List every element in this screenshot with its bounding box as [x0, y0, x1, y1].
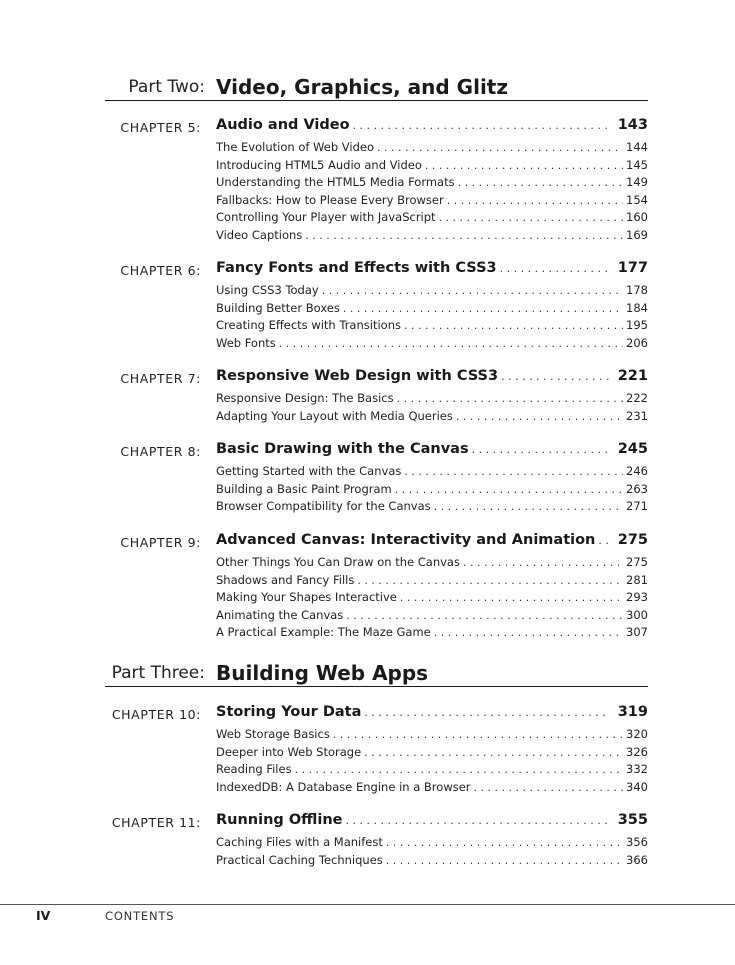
part-title: Video, Graphics, and Glitz [216, 75, 509, 99]
chapter-page: 275 [617, 532, 648, 548]
entry-title: Adapting Your Layout with Media Queries [216, 408, 453, 423]
toc-entry[interactable] [216, 391, 648, 408]
dot-leader [295, 763, 623, 776]
entry-page: 275 [626, 555, 648, 569]
entry-page: 154 [626, 192, 648, 207]
toc-entry[interactable] [216, 283, 648, 300]
dot-leader [397, 392, 623, 405]
footer-divider [0, 904, 735, 905]
chapter-page: 221 [617, 368, 648, 384]
toc-entry[interactable] [216, 727, 648, 744]
chapter-label: CHAPTER 5: [120, 120, 201, 135]
dot-leader [305, 229, 623, 242]
entry-page: 326 [626, 744, 648, 759]
entry-title: The Evolution of Web Video [216, 140, 375, 154]
dot-leader [395, 483, 623, 496]
part-title: Building Web Apps [216, 661, 429, 685]
entry-page: 293 [626, 590, 648, 604]
entry-page: 300 [626, 607, 648, 622]
entry-page: 281 [626, 572, 648, 587]
chapter-title: Storing Your Data [216, 704, 362, 720]
dot-leader [346, 609, 623, 622]
running-title: CONTENTS [105, 909, 175, 923]
toc-entry[interactable] [216, 464, 648, 481]
chapter-label: CHAPTER 7: [120, 371, 201, 386]
chapter-label: CHAPTER 10: [111, 707, 201, 722]
entry-title: Introducing HTML5 Audio and Video [216, 157, 422, 172]
entry-page: 160 [626, 210, 648, 224]
dot-leader [598, 534, 609, 547]
entry-page: 195 [626, 318, 648, 332]
entry-page: 206 [626, 335, 648, 350]
entry-title: Responsive Design: The Basics [216, 391, 394, 405]
chapter-heading[interactable] [216, 441, 648, 461]
dot-leader [447, 194, 623, 207]
entry-title: Using CSS3 Today [216, 283, 319, 297]
entry-page: 222 [626, 391, 648, 405]
part-heading [105, 658, 648, 687]
entry-title: Video Captions [216, 227, 303, 242]
toc-entry[interactable] [216, 158, 648, 175]
chapter-page: 143 [617, 117, 648, 133]
chapter-heading[interactable] [216, 704, 648, 724]
entry-page: 366 [626, 852, 648, 867]
toc-entry[interactable] [216, 745, 648, 762]
entry-title: Animating the Canvas [216, 607, 344, 622]
entry-title: IndexedDB: A Database Engine in a Browser [216, 779, 471, 794]
chapter-label: CHAPTER 8: [120, 444, 201, 459]
entry-title: Fallbacks: How to Please Every Browser [216, 192, 444, 207]
entry-title: Creating Effects with Transitions [216, 318, 401, 332]
dot-leader [404, 465, 623, 478]
dot-leader [386, 836, 623, 849]
dot-leader [357, 574, 623, 587]
dot-leader [458, 176, 623, 189]
dot-leader [346, 814, 610, 827]
entry-title: Getting Started with the Canvas [216, 464, 402, 478]
entry-title: Caching Files with a Manifest [216, 835, 383, 849]
dot-leader [333, 728, 623, 741]
entry-title: Browser Compatibility for the Canvas [216, 499, 431, 513]
toc-entry[interactable] [216, 762, 648, 779]
entry-page: 184 [626, 300, 648, 315]
dot-leader [386, 854, 623, 867]
dot-leader [463, 556, 623, 569]
entry-title: Reading Files [216, 762, 292, 776]
entry-title: Web Fonts [216, 335, 276, 350]
dot-leader [404, 319, 623, 332]
toc-entry[interactable] [216, 301, 648, 318]
chapter-title: Responsive Web Design with CSS3 [216, 368, 499, 384]
entry-title: Other Things You Can Draw on the Canvas [216, 555, 460, 569]
toc-entry[interactable] [216, 318, 648, 335]
dot-leader [434, 626, 623, 639]
toc-entry[interactable] [216, 853, 648, 870]
entry-title: Understanding the HTML5 Media Formats [216, 175, 455, 189]
dot-leader [501, 370, 610, 383]
entry-title: A Practical Example: The Maze Game [216, 625, 431, 639]
entry-title: Shadows and Fancy Fills [216, 572, 355, 587]
chapter-label: CHAPTER 11: [111, 815, 201, 830]
dot-leader [364, 746, 623, 759]
entry-page: 169 [626, 227, 648, 242]
entry-page: 271 [626, 499, 648, 513]
entry-page: 178 [626, 283, 648, 297]
chapter-heading[interactable] [216, 812, 648, 832]
toc-entry[interactable] [216, 409, 648, 426]
chapter-label: CHAPTER 9: [120, 535, 201, 550]
dot-leader [400, 591, 623, 604]
entry-page: 231 [626, 408, 648, 423]
chapter-page: 319 [617, 704, 648, 720]
dot-leader [439, 211, 623, 224]
dot-leader [434, 500, 623, 513]
chapter-heading[interactable] [216, 260, 648, 280]
entry-page: 320 [626, 727, 648, 741]
toc-entry[interactable] [216, 175, 648, 192]
entry-page: 145 [626, 157, 648, 172]
dot-leader [456, 410, 623, 423]
dot-leader [377, 141, 623, 154]
entry-title: Controlling Your Player with JavaScript [216, 210, 436, 224]
toc-entry[interactable] [216, 555, 648, 572]
dot-leader [343, 302, 623, 315]
entry-page: 340 [626, 779, 648, 794]
chapter-heading[interactable] [216, 117, 648, 137]
entry-page: 149 [626, 175, 648, 189]
dot-leader [322, 284, 623, 297]
entry-title: Practical Caching Techniques [216, 852, 383, 867]
dot-leader [364, 706, 609, 719]
toc-entry[interactable] [216, 780, 648, 797]
toc-entry[interactable] [216, 573, 648, 590]
toc-entry[interactable] [216, 625, 648, 642]
dot-leader [472, 443, 610, 456]
toc-entry[interactable] [216, 499, 648, 516]
toc-entry[interactable] [216, 336, 648, 353]
toc-entry[interactable] [216, 482, 648, 499]
chapter-page: 177 [617, 260, 648, 276]
chapter-title: Audio and Video [216, 117, 350, 133]
toc-entry[interactable] [216, 835, 648, 852]
folio-page-number: IV [36, 908, 51, 923]
entry-title: Deeper into Web Storage [216, 744, 362, 759]
toc-entry[interactable] [216, 193, 648, 210]
dot-leader [279, 337, 623, 350]
entry-title: Making Your Shapes Interactive [216, 590, 397, 604]
chapter-title: Advanced Canvas: Interactivity and Animation [216, 532, 596, 548]
chapter-title: Running Offline [216, 812, 343, 828]
entry-page: 332 [626, 762, 648, 776]
chapter-title: Basic Drawing with the Canvas [216, 441, 469, 457]
dot-leader [353, 119, 610, 132]
part-heading [105, 72, 648, 101]
chapter-page: 355 [617, 812, 648, 828]
chapter-page: 245 [617, 441, 648, 457]
part-label: Part Two: [128, 77, 205, 97]
chapter-heading[interactable] [216, 532, 648, 552]
entry-page: 246 [626, 464, 648, 478]
part-label: Part Three: [111, 663, 205, 683]
toc-entry[interactable] [216, 590, 648, 607]
toc-entry[interactable] [216, 140, 648, 157]
dot-leader [500, 262, 610, 275]
toc-entry[interactable] [216, 228, 648, 245]
entry-page: 144 [626, 140, 648, 154]
entry-title: Web Storage Basics [216, 727, 330, 741]
dot-leader [474, 781, 624, 794]
entry-page: 263 [626, 481, 648, 496]
entry-title: Building a Basic Paint Program [216, 481, 392, 496]
entry-page: 307 [626, 625, 648, 639]
chapter-heading[interactable] [216, 368, 648, 388]
toc-entry[interactable] [216, 210, 648, 227]
chapter-title: Fancy Fonts and Effects with CSS3 [216, 260, 497, 276]
entry-title: Building Better Boxes [216, 300, 340, 315]
entry-page: 356 [626, 835, 648, 849]
dot-leader [425, 159, 623, 172]
chapter-label: CHAPTER 6: [120, 263, 201, 278]
toc-entry[interactable] [216, 608, 648, 625]
